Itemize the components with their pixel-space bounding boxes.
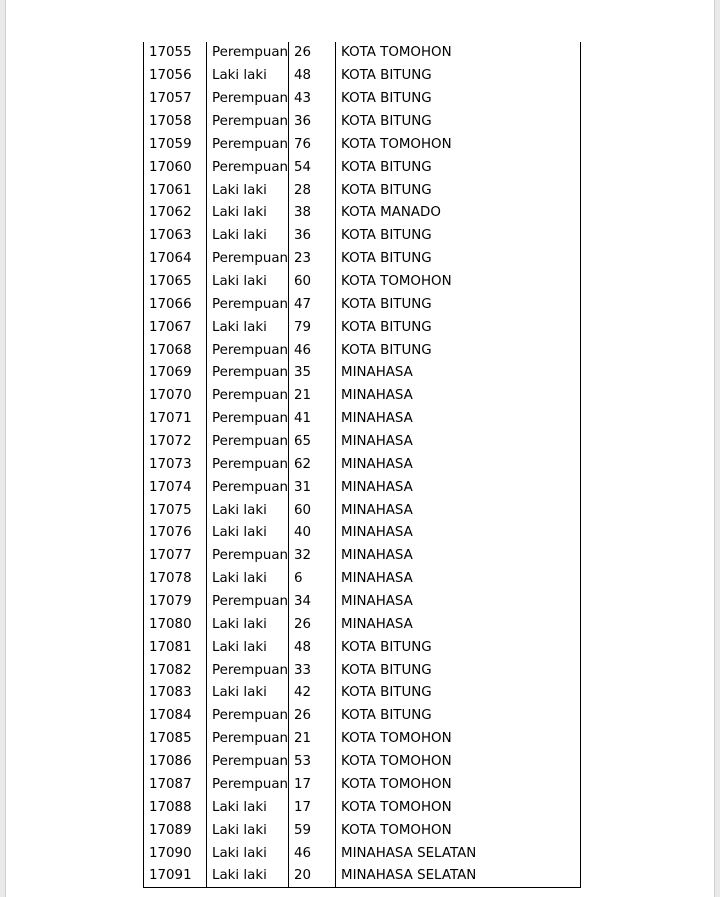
- id-cell: 17089: [144, 819, 207, 842]
- id-cell: 17085: [144, 728, 207, 751]
- table-row: [144, 774, 581, 797]
- age-cell: 21: [289, 385, 336, 408]
- id-cell: 17077: [144, 545, 207, 568]
- age-cell: 48: [289, 65, 336, 88]
- region-cell: MINAHASA SELATAN: [336, 842, 581, 865]
- gender-cell: Perempuan: [207, 42, 289, 65]
- gender-cell: Perempuan: [207, 659, 289, 682]
- gender-cell: Perempuan: [207, 156, 289, 179]
- id-cell: 17083: [144, 682, 207, 705]
- table-row: [144, 659, 581, 682]
- table-row: [144, 431, 581, 454]
- age-cell: 23: [289, 248, 336, 271]
- age-cell: 60: [289, 499, 336, 522]
- region-cell: MINAHASA: [336, 385, 581, 408]
- age-cell: 79: [289, 316, 336, 339]
- region-cell: KOTA MANADO: [336, 202, 581, 225]
- gender-cell: Laki laki: [207, 636, 289, 659]
- table-row: [144, 88, 581, 111]
- gender-cell: Perempuan: [207, 545, 289, 568]
- table-row: [144, 476, 581, 499]
- id-cell: 17055: [144, 42, 207, 65]
- id-cell: 17059: [144, 133, 207, 156]
- table-row: [144, 339, 581, 362]
- age-cell: 59: [289, 819, 336, 842]
- age-cell: 76: [289, 133, 336, 156]
- table-row: [144, 248, 581, 271]
- age-cell: 34: [289, 591, 336, 614]
- gender-cell: Laki laki: [207, 225, 289, 248]
- gender-cell: Laki laki: [207, 65, 289, 88]
- region-cell: MINAHASA: [336, 522, 581, 545]
- table-row: [144, 636, 581, 659]
- id-cell: 17087: [144, 774, 207, 797]
- region-cell: MINAHASA: [336, 408, 581, 431]
- gender-cell: Perempuan: [207, 591, 289, 614]
- id-cell: 17075: [144, 499, 207, 522]
- id-cell: 17073: [144, 453, 207, 476]
- gender-cell: Laki laki: [207, 682, 289, 705]
- id-cell: 17060: [144, 156, 207, 179]
- id-cell: 17090: [144, 842, 207, 865]
- gender-cell: Perempuan: [207, 339, 289, 362]
- region-cell: KOTA TOMOHON: [336, 271, 581, 294]
- gender-cell: Perempuan: [207, 774, 289, 797]
- gender-cell: Perempuan: [207, 705, 289, 728]
- id-cell: 17065: [144, 271, 207, 294]
- age-cell: 46: [289, 339, 336, 362]
- gender-cell: Laki laki: [207, 842, 289, 865]
- gender-cell: Perempuan: [207, 293, 289, 316]
- id-cell: 17067: [144, 316, 207, 339]
- age-cell: 6: [289, 568, 336, 591]
- id-cell: 17079: [144, 591, 207, 614]
- age-cell: 46: [289, 842, 336, 865]
- id-cell: 17091: [144, 865, 207, 888]
- gender-cell: Perempuan: [207, 111, 289, 134]
- table-row: [144, 591, 581, 614]
- region-cell: KOTA BITUNG: [336, 111, 581, 134]
- gender-cell: Laki laki: [207, 179, 289, 202]
- region-cell: KOTA BITUNG: [336, 293, 581, 316]
- gender-cell: Laki laki: [207, 819, 289, 842]
- table-row: [144, 408, 581, 431]
- id-cell: 17057: [144, 88, 207, 111]
- age-cell: 31: [289, 476, 336, 499]
- table-row: [144, 613, 581, 636]
- gender-cell: Perempuan: [207, 453, 289, 476]
- id-cell: 17084: [144, 705, 207, 728]
- region-cell: KOTA BITUNG: [336, 156, 581, 179]
- id-cell: 17058: [144, 111, 207, 134]
- gender-cell: Perempuan: [207, 362, 289, 385]
- age-cell: 54: [289, 156, 336, 179]
- region-cell: KOTA BITUNG: [336, 225, 581, 248]
- region-cell: KOTA TOMOHON: [336, 774, 581, 797]
- age-cell: 32: [289, 545, 336, 568]
- id-cell: 17081: [144, 636, 207, 659]
- table-row: [144, 499, 581, 522]
- id-cell: 17072: [144, 431, 207, 454]
- gender-cell: Perempuan: [207, 408, 289, 431]
- id-cell: 17082: [144, 659, 207, 682]
- gender-cell: Laki laki: [207, 796, 289, 819]
- age-cell: 65: [289, 431, 336, 454]
- id-cell: 17088: [144, 796, 207, 819]
- id-cell: 17066: [144, 293, 207, 316]
- region-cell: KOTA BITUNG: [336, 316, 581, 339]
- region-cell: MINAHASA: [336, 545, 581, 568]
- region-cell: MINAHASA: [336, 362, 581, 385]
- gender-cell: Laki laki: [207, 613, 289, 636]
- gender-cell: Perempuan: [207, 431, 289, 454]
- table-row: [144, 42, 581, 65]
- table-row: [144, 522, 581, 545]
- region-cell: MINAHASA: [336, 431, 581, 454]
- table-row: [144, 842, 581, 865]
- table-body: [144, 42, 581, 888]
- table-row: [144, 202, 581, 225]
- id-cell: 17068: [144, 339, 207, 362]
- gender-cell: Laki laki: [207, 522, 289, 545]
- age-cell: 53: [289, 751, 336, 774]
- region-cell: KOTA TOMOHON: [336, 819, 581, 842]
- id-cell: 17086: [144, 751, 207, 774]
- gender-cell: Laki laki: [207, 568, 289, 591]
- table-row: [144, 453, 581, 476]
- id-cell: 17069: [144, 362, 207, 385]
- age-cell: 60: [289, 271, 336, 294]
- region-cell: KOTA TOMOHON: [336, 133, 581, 156]
- age-cell: 17: [289, 796, 336, 819]
- table-row: [144, 225, 581, 248]
- region-cell: KOTA BITUNG: [336, 659, 581, 682]
- table-row: [144, 362, 581, 385]
- region-cell: MINAHASA: [336, 453, 581, 476]
- region-cell: KOTA BITUNG: [336, 339, 581, 362]
- gender-cell: Laki laki: [207, 202, 289, 225]
- gender-cell: Perempuan: [207, 385, 289, 408]
- region-cell: KOTA TOMOHON: [336, 796, 581, 819]
- id-cell: 17061: [144, 179, 207, 202]
- table-row: [144, 156, 581, 179]
- id-cell: 17080: [144, 613, 207, 636]
- id-cell: 17071: [144, 408, 207, 431]
- region-cell: MINAHASA: [336, 568, 581, 591]
- table-row: [144, 111, 581, 134]
- gender-cell: Perempuan: [207, 751, 289, 774]
- age-cell: 26: [289, 613, 336, 636]
- gender-cell: Laki laki: [207, 499, 289, 522]
- gender-cell: Perempuan: [207, 728, 289, 751]
- age-cell: 35: [289, 362, 336, 385]
- table-row: [144, 751, 581, 774]
- region-cell: MINAHASA: [336, 613, 581, 636]
- id-cell: 17063: [144, 225, 207, 248]
- gender-cell: Laki laki: [207, 316, 289, 339]
- age-cell: 36: [289, 225, 336, 248]
- region-cell: MINAHASA: [336, 499, 581, 522]
- region-cell: MINAHASA: [336, 476, 581, 499]
- age-cell: 43: [289, 88, 336, 111]
- id-cell: 17070: [144, 385, 207, 408]
- table-row: [144, 316, 581, 339]
- id-cell: 17062: [144, 202, 207, 225]
- data-table: [143, 42, 581, 888]
- table-row: [144, 796, 581, 819]
- region-cell: KOTA BITUNG: [336, 88, 581, 111]
- document-page: [5, 0, 715, 897]
- region-cell: KOTA TOMOHON: [336, 751, 581, 774]
- region-cell: KOTA BITUNG: [336, 705, 581, 728]
- table-row: [144, 385, 581, 408]
- age-cell: 20: [289, 865, 336, 888]
- region-cell: KOTA BITUNG: [336, 682, 581, 705]
- table-row: [144, 728, 581, 751]
- age-cell: 26: [289, 705, 336, 728]
- id-cell: 17078: [144, 568, 207, 591]
- age-cell: 41: [289, 408, 336, 431]
- region-cell: KOTA BITUNG: [336, 65, 581, 88]
- id-cell: 17076: [144, 522, 207, 545]
- age-cell: 36: [289, 111, 336, 134]
- age-cell: 38: [289, 202, 336, 225]
- gender-cell: Laki laki: [207, 271, 289, 294]
- table-row: [144, 865, 581, 888]
- table-row: [144, 682, 581, 705]
- region-cell: MINAHASA: [336, 591, 581, 614]
- table-row: [144, 545, 581, 568]
- table-row: [144, 179, 581, 202]
- gender-cell: Perempuan: [207, 476, 289, 499]
- table-row: [144, 133, 581, 156]
- age-cell: 47: [289, 293, 336, 316]
- gender-cell: Perempuan: [207, 88, 289, 111]
- age-cell: 28: [289, 179, 336, 202]
- age-cell: 17: [289, 774, 336, 797]
- age-cell: 26: [289, 42, 336, 65]
- region-cell: MINAHASA SELATAN: [336, 865, 581, 888]
- region-cell: KOTA TOMOHON: [336, 42, 581, 65]
- region-cell: KOTA BITUNG: [336, 636, 581, 659]
- id-cell: 17064: [144, 248, 207, 271]
- table-row: [144, 819, 581, 842]
- table-row: [144, 568, 581, 591]
- table-row: [144, 271, 581, 294]
- gender-cell: Perempuan: [207, 248, 289, 271]
- table-row: [144, 293, 581, 316]
- gender-cell: Laki laki: [207, 865, 289, 888]
- id-cell: 17074: [144, 476, 207, 499]
- age-cell: 48: [289, 636, 336, 659]
- gender-cell: Perempuan: [207, 133, 289, 156]
- age-cell: 62: [289, 453, 336, 476]
- region-cell: KOTA TOMOHON: [336, 728, 581, 751]
- age-cell: 42: [289, 682, 336, 705]
- age-cell: 33: [289, 659, 336, 682]
- age-cell: 40: [289, 522, 336, 545]
- region-cell: KOTA BITUNG: [336, 179, 581, 202]
- id-cell: 17056: [144, 65, 207, 88]
- region-cell: KOTA BITUNG: [336, 248, 581, 271]
- age-cell: 21: [289, 728, 336, 751]
- table-row: [144, 705, 581, 728]
- table-row: [144, 65, 581, 88]
